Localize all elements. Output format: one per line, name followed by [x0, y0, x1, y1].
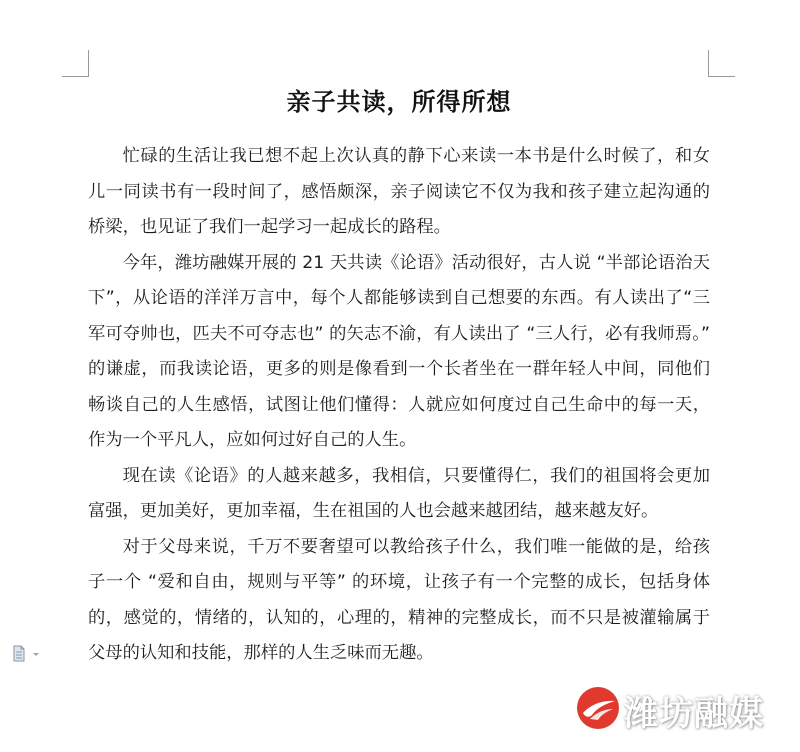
- swoosh-logo-icon: [574, 684, 622, 732]
- paragraph-2[interactable]: 今年，潍坊融媒开展的 21 天共读《论语》活动很好，古人说 “半部论语治天下”，从论语的洋洋万言中，每个人都能够读到自己想要的东西。有人读出了“三军可夺帅也，匹夫不可夺志也” 的矢志不渝，有人读出了 “三人行，必有我师焉。” 的谦虚，而我读论语，更多的则是像看到一个长者坐在一群年轻人中间，同他们畅谈自己的人生感悟，试图让他们懂得：人就应如何度过自己生命中的每一天，作为一个平凡人，应如何过好自己的人生。: [88, 252, 710, 450]
- watermark: [572, 682, 782, 734]
- page-corner-mark-top-left: [62, 50, 89, 77]
- page-corner-mark-top-right: [708, 50, 735, 77]
- chevron-down-icon: [33, 653, 39, 656]
- watermark-text: 潍坊融媒: [624, 694, 764, 734]
- paragraph-options-button[interactable]: [12, 645, 42, 663]
- paragraph-4[interactable]: 对于父母来说，千万不要奢望可以教给孩子什么，我们唯一能做的是，给孩子一个 “爱和自由，规则与平等” 的环境，让孩子有一个完整的成长，包括身体的，感觉的，情绪的，认知的，心理的，精神的完整成长，而不只是被灌输属于父母的认知和技能，那样的人生乏味而无趣。: [88, 536, 710, 663]
- paragraph-3[interactable]: 现在读《论语》的人越来越多，我相信，只要懂得仁，我们的祖国将会更加富强，更加美好，更加幸福，生在祖国的人也会越来越团结，越来越友好。: [88, 465, 710, 521]
- document-page: [88, 85, 710, 672]
- document-title: 亲子共读，所得所想: [286, 87, 512, 116]
- paragraph-1[interactable]: 忙碌的生活让我已想不起上次认真的静下心来读一本书是什么时候了，和女儿一同读书有一段时间了，感悟颇深，亲子阅读它不仅为我和孩子建立起沟通的桥梁，也见证了我们一起学习一起成长的路程。: [88, 146, 710, 237]
- document-icon: [12, 645, 42, 663]
